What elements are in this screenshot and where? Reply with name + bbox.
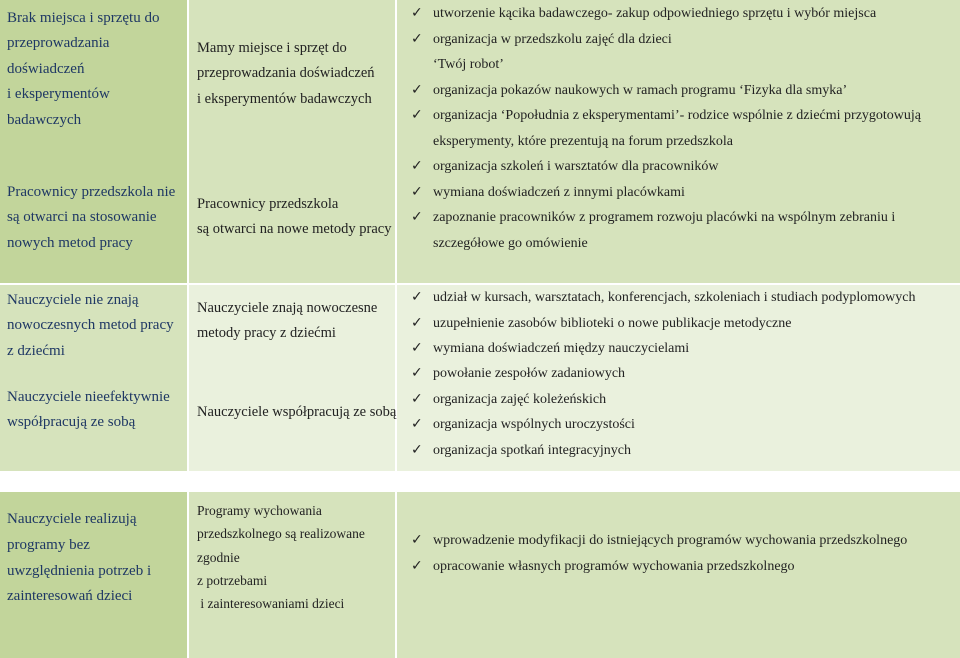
goal-text	[197, 36, 391, 112]
action-text: wymiana doświadczeń z innymi placówkami	[433, 184, 685, 200]
goal-text	[197, 499, 391, 615]
text-line: uwzględnienia potrzeb i	[7, 562, 152, 579]
checkmark-icon: ✓	[411, 81, 423, 98]
action-text: organizacja pokazów naukowych w ramach programu ‘Fizyka dla smyka’	[433, 82, 848, 98]
checkmark-icon: ✓	[411, 340, 423, 357]
action-item	[407, 205, 950, 231]
action-item	[407, 336, 950, 362]
actions-cell	[397, 285, 960, 471]
checkmark-icon: ✓	[411, 314, 423, 331]
problem-cell	[0, 492, 187, 658]
checkmark-icon: ✓	[411, 390, 423, 407]
action-item	[407, 311, 950, 337]
text-line: nowych metod pracy	[7, 234, 133, 251]
action-text: organizacja zajęć koleżeńskich	[433, 391, 607, 407]
action-item	[407, 387, 950, 413]
text-line: przedszkolnego są realizowane	[197, 526, 365, 542]
table-row	[0, 492, 960, 658]
problem-text	[7, 180, 183, 256]
checkmark-icon: ✓	[411, 5, 423, 21]
goal-cell	[189, 285, 395, 471]
action-text: organizacja wspólnych uroczystości	[433, 417, 635, 433]
action-text: wymiana doświadczeń między nauczycielami	[433, 341, 690, 357]
action-item-continuation	[407, 52, 950, 78]
text-line: Pracownicy przedszkola	[197, 196, 339, 212]
text-line: i eksperymentów	[7, 86, 110, 103]
goal-text	[197, 192, 391, 243]
action-list	[407, 285, 950, 362]
action-item	[407, 154, 950, 180]
action-item	[407, 27, 950, 53]
action-text: uzupełnienie zasobów biblioteki o nowe publikacje metodyczne	[433, 315, 792, 331]
text-line: doświadczeń	[7, 60, 85, 77]
text-line: zgodnie	[197, 549, 240, 565]
text-line: z dziećmi	[7, 342, 65, 359]
text-line: Nauczyciele nie znają	[7, 292, 139, 308]
checkmark-icon: ✓	[411, 183, 423, 200]
action-item	[407, 554, 950, 580]
action-item	[407, 103, 950, 129]
action-item	[407, 438, 950, 464]
text-line: nowoczesnych metod pracy	[7, 317, 174, 334]
text-line: są otwarci na stosowanie	[7, 209, 157, 226]
problem-cell	[0, 285, 187, 471]
text-line: programy bez	[7, 536, 90, 553]
action-item	[407, 412, 950, 438]
problem-cell	[0, 0, 187, 283]
action-text: wprowadzenie modyfikacji do istniejących programów wychowania przedszkolnego	[433, 533, 908, 548]
text-line: badawczych	[7, 111, 82, 128]
action-text: zapoznanie pracowników z programem rozwoju placówki na wspólnym zebraniu i	[433, 210, 896, 226]
checkmark-icon: ✓	[411, 416, 423, 433]
actions-cell	[397, 0, 960, 283]
action-text: organizacja w przedszkolu zajęć dla dzieci	[433, 31, 672, 47]
goal-cell	[189, 492, 395, 658]
text-line: współpracują ze sobą	[7, 414, 136, 431]
checkmark-icon: ✓	[411, 441, 423, 458]
action-text: utworzenie kącika badawczego- zakup odpowiedniego sprzętu i wybór miejsca	[433, 6, 877, 21]
action-list	[407, 361, 950, 463]
action-item	[407, 285, 950, 311]
text-line: z potrzebami	[197, 572, 268, 588]
problem-text	[7, 288, 183, 364]
checkmark-icon: ✓	[411, 557, 423, 574]
problem-text	[7, 507, 183, 610]
action-text: powołanie zespołów zadaniowych	[433, 366, 626, 381]
checkmark-icon: ✓	[411, 365, 423, 381]
action-text: udział w kursach, warsztatach, konferencjach, szkoleniach i studiach podyplomowych	[433, 290, 916, 305]
action-text: eksperymenty, które prezentują na forum przedszkola	[433, 133, 733, 149]
text-line: metody pracy z dziećmi	[197, 325, 336, 342]
action-item	[407, 180, 950, 206]
action-item	[407, 1, 950, 27]
checkmark-icon: ✓	[411, 107, 423, 124]
table-row	[0, 0, 960, 283]
goal-text	[197, 296, 391, 347]
text-line: zainteresowań dzieci	[7, 588, 133, 605]
goal-cell	[189, 0, 395, 283]
text-line: przeprowadzania	[7, 35, 110, 52]
checkmark-icon: ✓	[411, 158, 423, 174]
action-list	[407, 528, 950, 579]
action-item	[407, 78, 950, 104]
action-item-continuation	[407, 231, 950, 257]
text-line: Nauczyciele realizują	[7, 511, 137, 527]
action-item	[407, 361, 950, 387]
action-list	[407, 154, 950, 256]
goal-text	[197, 400, 397, 425]
text-line: Mamy miejsce i sprzęt do	[197, 40, 347, 56]
action-item-continuation	[407, 129, 950, 155]
action-text: organizacja spotkań integracyjnych	[433, 442, 631, 458]
problem-text	[7, 385, 183, 436]
action-text: organizacja szkoleń i warsztatów dla pracowników	[433, 159, 719, 174]
text-line: Brak miejsca i sprzętu do	[7, 10, 160, 26]
text-line: przeprowadzania doświadczeń	[197, 65, 375, 82]
text-line: Nauczyciele nieefektywnie	[7, 389, 170, 405]
text-line: Pracownicy przedszkola nie	[7, 184, 176, 200]
action-list	[407, 1, 950, 155]
action-text: opracowanie własnych programów wychowania przedszkolnego	[433, 558, 795, 574]
text-line: i eksperymentów badawczych	[197, 90, 372, 107]
checkmark-icon: ✓	[411, 30, 423, 47]
text-line: Nauczyciele współpracują ze sobą	[197, 404, 397, 420]
checkmark-icon: ✓	[411, 209, 423, 226]
checkmark-icon: ✓	[411, 289, 423, 305]
checkmark-icon: ✓	[411, 532, 423, 548]
actions-cell	[397, 492, 960, 658]
action-text: szczegółowe go omówienie	[433, 235, 588, 251]
action-text: organizacja ‘Popołudnia z eksperymentami’- rodzice wspólnie z dziećmi przygotowują	[433, 108, 922, 124]
action-text: ‘Twój robot’	[433, 57, 504, 73]
action-item	[407, 528, 950, 554]
text-line: Programy wychowania	[197, 503, 322, 518]
text-line: są otwarci na nowe metody pracy	[197, 221, 392, 238]
problem-text	[7, 6, 183, 133]
text-line: i zainteresowaniami dzieci	[197, 596, 345, 612]
table-row	[0, 285, 960, 471]
text-line: Nauczyciele znają nowoczesne	[197, 300, 378, 316]
